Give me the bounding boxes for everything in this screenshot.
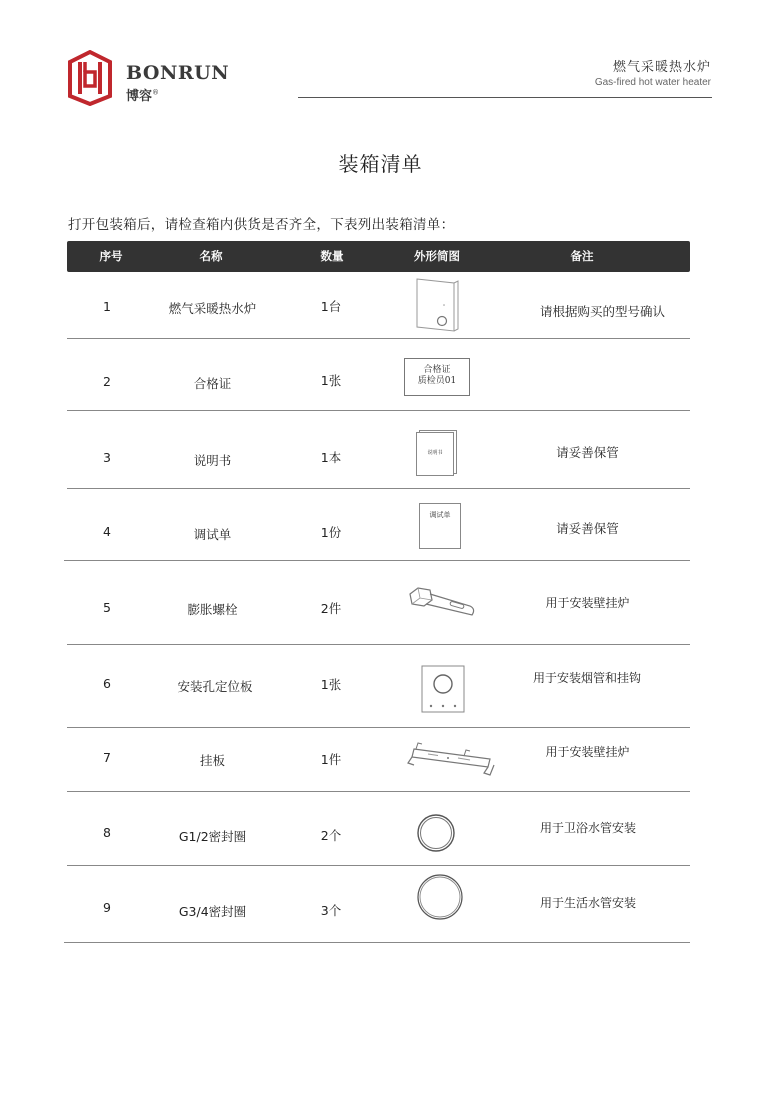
header-divider — [298, 97, 712, 98]
row-divider — [64, 560, 690, 561]
row-qty: 2件 — [320, 601, 342, 616]
row-qty: 1本 — [320, 450, 342, 465]
boiler-icon — [414, 277, 460, 333]
row-note: 用于安装烟管和挂钩 — [532, 671, 641, 685]
bonrun-logo-icon — [66, 50, 114, 106]
inspector-text: 质检员01 — [417, 376, 457, 386]
row-divider — [67, 865, 690, 866]
row-number: 6 — [103, 676, 111, 691]
row-divider — [67, 791, 690, 792]
row-qty: 1台 — [320, 299, 342, 314]
column-header-name: 名称 — [199, 249, 223, 263]
row-name: G3/4密封圈 — [178, 904, 247, 919]
row-name: 合格证 — [193, 376, 232, 391]
template-board-icon — [421, 665, 465, 713]
row-qty: 2个 — [320, 828, 342, 843]
column-header-illustration: 外形简图 — [414, 249, 460, 263]
column-header-no: 序号 — [99, 249, 123, 263]
table-header — [67, 241, 690, 272]
row-number: 5 — [103, 600, 111, 615]
large-ring-icon — [416, 873, 464, 921]
debug-sheet-text: 调试单 — [429, 511, 451, 519]
row-name: 说明书 — [193, 453, 232, 468]
row-divider — [67, 488, 690, 489]
column-header-note: 备注 — [570, 249, 594, 263]
certificate-icon — [404, 358, 470, 396]
row-divider — [67, 644, 690, 645]
row-note: 请妥善保管 — [556, 445, 619, 460]
row-number: 9 — [103, 900, 111, 915]
row-note: 用于安装壁挂炉 — [545, 745, 630, 759]
row-note: 请妥善保管 — [556, 521, 619, 536]
row-qty: 1张 — [320, 373, 342, 388]
row-divider — [67, 410, 690, 411]
row-qty: 1件 — [320, 752, 342, 767]
small-ring-icon — [416, 813, 456, 853]
intro-text: 打开包装箱后，请检查箱内供货是否齐全，下表列出装箱清单： — [68, 217, 455, 233]
row-name: 安装孔定位板 — [177, 679, 253, 694]
hanger-plate-icon — [404, 739, 500, 777]
row-name: 燃气采暖热水炉 — [168, 301, 257, 316]
row-number: 4 — [103, 524, 111, 539]
row-qty: 3个 — [320, 903, 342, 918]
brand-name-cn: 博容® — [126, 88, 160, 104]
row-divider — [67, 338, 690, 339]
manual-cover-text: 说明书 — [427, 450, 443, 456]
row-name: G1/2密封圈 — [178, 829, 247, 844]
row-qty: 1份 — [320, 525, 342, 540]
bolt-icon — [406, 586, 478, 620]
row-number: 7 — [103, 750, 111, 765]
table-bottom-border — [64, 942, 690, 943]
manual-icon — [416, 432, 454, 476]
row-note: 用于安装壁挂炉 — [545, 596, 630, 610]
debug-sheet-icon — [419, 503, 461, 549]
row-number: 2 — [103, 374, 111, 389]
certificate-text: 合格证 — [423, 365, 451, 375]
row-qty: 1张 — [320, 677, 342, 692]
product-name-en: Gas-fired hot water heater — [594, 77, 711, 88]
row-note: 用于卫浴水管安装 — [539, 821, 636, 835]
row-number: 3 — [103, 450, 111, 465]
row-note: 用于生活水管安装 — [539, 896, 636, 910]
brand-name-en: BONRUN — [126, 62, 230, 84]
row-name: 挂板 — [199, 753, 225, 768]
row-number: 8 — [103, 825, 111, 840]
row-note: 请根据购买的型号确认 — [539, 304, 665, 319]
row-name: 调试单 — [193, 527, 232, 542]
column-header-qty: 数量 — [320, 249, 344, 263]
page-title: 装箱清单 — [338, 152, 423, 176]
product-name-cn: 燃气采暖热水炉 — [612, 60, 711, 75]
row-divider — [67, 727, 690, 728]
row-number: 1 — [103, 299, 111, 314]
row-name: 膨胀螺栓 — [187, 602, 238, 617]
